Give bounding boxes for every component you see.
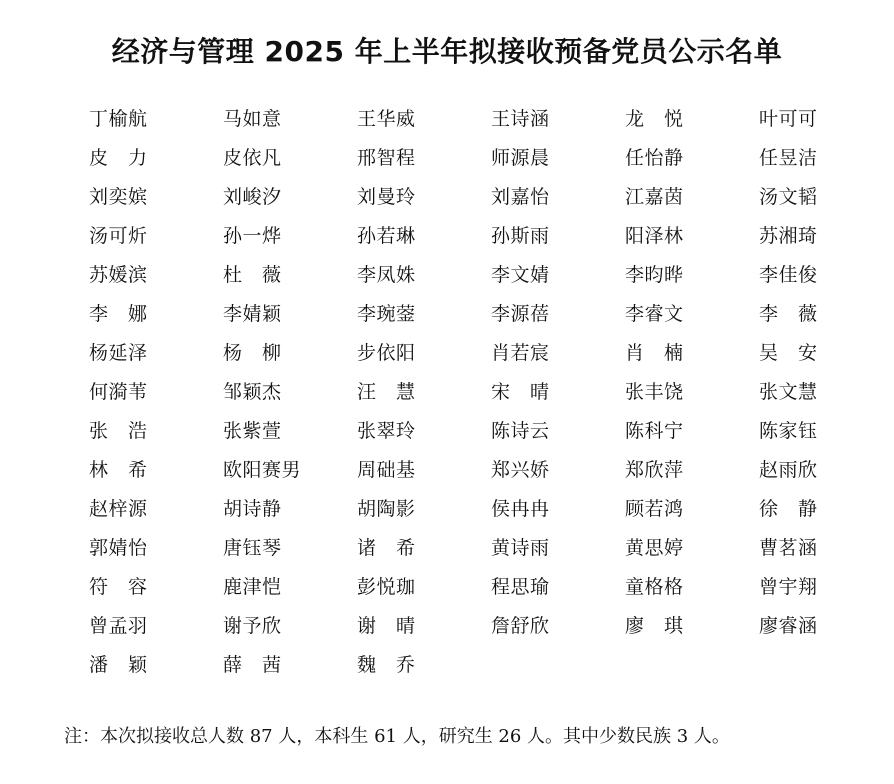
name-entry: 廖 琪 [625, 615, 684, 637]
name-entry: 汤文韬 [759, 186, 818, 208]
name-entry: 诸 希 [357, 537, 416, 559]
name-entry: 刘嘉怡 [491, 186, 550, 208]
name-entry: 曹茗涵 [759, 537, 818, 559]
name-entry: 曾宇翔 [759, 576, 818, 598]
name-entry: 张翠玲 [357, 420, 416, 442]
name-entry: 苏湘琦 [759, 225, 818, 247]
name-entry: 谢 晴 [357, 615, 416, 637]
name-entry: 符 容 [89, 576, 148, 598]
name-entry: 陈诗云 [491, 420, 550, 442]
name-entry: 刘曼玲 [357, 186, 416, 208]
name-list [89, 100, 893, 685]
name-entry: 童格格 [625, 576, 684, 598]
name-entry: 李凤姝 [357, 264, 416, 286]
name-entry: 何漪苇 [89, 381, 148, 403]
name-entry: 杨 柳 [223, 342, 282, 364]
name-entry: 谢予欣 [223, 615, 282, 637]
name-entry: 阳泽林 [625, 225, 684, 247]
name-entry: 郑兴娇 [491, 459, 550, 481]
name-entry: 赵梓源 [89, 498, 148, 520]
name-entry: 顾若鸿 [625, 498, 684, 520]
name-entry: 任怡静 [625, 147, 684, 169]
name-entry: 张 浩 [89, 420, 148, 442]
name-entry: 李婧颖 [223, 303, 282, 325]
name-entry: 李 娜 [89, 303, 148, 325]
name-entry: 黄诗雨 [491, 537, 550, 559]
name-entry: 李 薇 [759, 303, 818, 325]
name-entry: 陈科宁 [625, 420, 684, 442]
name-entry: 江嘉茵 [625, 186, 684, 208]
name-entry: 李昀晔 [625, 264, 684, 286]
name-entry: 林 希 [89, 459, 148, 481]
name-entry: 师源晨 [491, 147, 550, 169]
name-entry: 李佳俊 [759, 264, 818, 286]
name-entry: 步依阳 [357, 342, 416, 364]
name-entry: 宋 晴 [491, 381, 550, 403]
name-entry: 曾孟羽 [89, 615, 148, 637]
name-entry: 龙 悦 [625, 108, 684, 130]
name-entry: 彭悦珈 [357, 576, 416, 598]
name-entry: 程思瑜 [491, 576, 550, 598]
name-entry: 任昱洁 [759, 147, 818, 169]
name-entry: 苏媛滨 [89, 264, 148, 286]
name-entry: 刘峻汐 [223, 186, 282, 208]
name-entry: 赵雨欣 [759, 459, 818, 481]
name-entry: 廖睿涵 [759, 615, 818, 637]
name-entry: 肖若宸 [491, 342, 550, 364]
name-entry: 李文婧 [491, 264, 550, 286]
name-entry: 李睿文 [625, 303, 684, 325]
name-entry: 皮 力 [89, 147, 148, 169]
name-entry: 李源蓓 [491, 303, 550, 325]
page-title: 经济与管理 2025 年上半年拟接收预备党员公示名单 [111, 35, 783, 68]
name-entry: 欧阳赛男 [223, 459, 302, 481]
name-entry: 丁榆航 [89, 108, 148, 130]
name-entry: 孙若琳 [357, 225, 416, 247]
name-entry: 薛 茜 [223, 654, 282, 676]
name-entry: 郭婧怡 [89, 537, 148, 559]
name-entry: 汤可炘 [89, 225, 148, 247]
name-entry: 胡诗静 [223, 498, 282, 520]
name-entry: 王诗涵 [491, 108, 550, 130]
name-entry: 詹舒欣 [491, 615, 550, 637]
name-entry: 肖 楠 [625, 342, 684, 364]
name-entry: 郑欣萍 [625, 459, 684, 481]
name-entry: 张丰饶 [625, 381, 684, 403]
name-entry: 黄思婷 [625, 537, 684, 559]
name-entry: 鹿津恺 [223, 576, 282, 598]
name-entry: 潘 颖 [89, 654, 148, 676]
name-entry: 邢智程 [357, 147, 416, 169]
name-entry: 杨延泽 [89, 342, 148, 364]
name-entry: 孙斯雨 [491, 225, 550, 247]
name-entry: 王华威 [357, 108, 416, 130]
name-entry: 魏 乔 [357, 654, 416, 676]
name-entry: 孙一烨 [223, 225, 282, 247]
name-entry: 刘奕嫔 [89, 186, 148, 208]
name-entry: 叶可可 [759, 108, 818, 130]
footnote: 注：本次拟接收总人数 87 人，本科生 61 人，研究生 26 人。其中少数民族 3 人。 [64, 726, 730, 747]
name-entry: 侯冉冉 [491, 498, 550, 520]
name-entry: 马如意 [223, 108, 282, 130]
name-entry: 徐 静 [759, 498, 818, 520]
name-entry: 李琬蓥 [357, 303, 416, 325]
name-entry: 唐钰琴 [223, 537, 282, 559]
name-entry: 陈家钰 [759, 420, 818, 442]
name-entry: 张文慧 [759, 381, 818, 403]
name-entry: 吴 安 [759, 342, 818, 364]
name-entry: 杜 薇 [223, 264, 282, 286]
name-entry: 张紫萱 [223, 420, 282, 442]
name-entry: 汪 慧 [357, 381, 416, 403]
name-entry: 皮依凡 [223, 147, 282, 169]
name-entry: 周础基 [357, 459, 416, 481]
name-entry: 胡陶影 [357, 498, 416, 520]
name-entry: 邹颖杰 [223, 381, 282, 403]
